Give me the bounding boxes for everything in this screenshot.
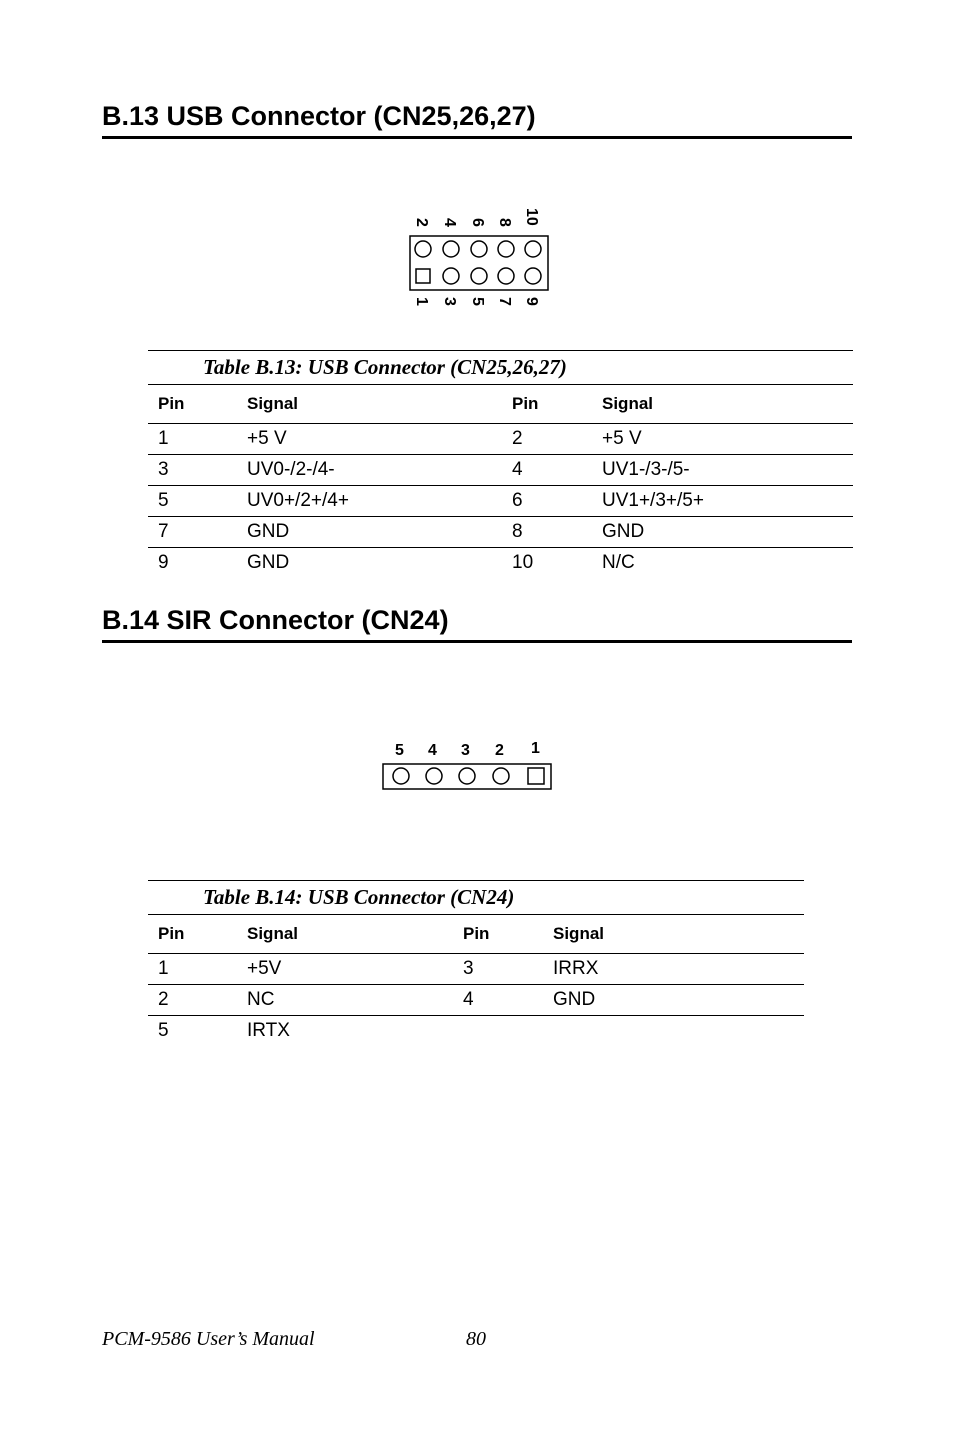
table-row xyxy=(148,486,853,517)
cell-signal: IRTX xyxy=(247,1020,290,1041)
table-row xyxy=(148,424,853,455)
header-pin: Pin xyxy=(463,915,553,954)
cell-pin: 3 xyxy=(148,455,247,486)
table-header-row xyxy=(148,385,853,424)
usb-pin-7-hole xyxy=(498,268,514,284)
usb-pin-10-hole xyxy=(525,241,541,257)
table-row xyxy=(148,954,804,985)
usb-top-pin-label: 10 xyxy=(523,208,540,226)
section-title-sir: B.14 SIR Connector (CN24) xyxy=(102,604,852,643)
cell-pin xyxy=(463,1016,553,1047)
cell-signal: GND xyxy=(247,517,512,548)
usb-bottom-pin-label: 9 xyxy=(523,297,540,306)
usb-bottom-pin-label: 7 xyxy=(496,297,513,306)
sir-pin-table xyxy=(148,880,804,1046)
sir-pin-label: 4 xyxy=(428,742,437,759)
sir-pin-4-hole xyxy=(426,768,442,784)
sir-pin-1-square xyxy=(528,768,544,784)
cell-pin: 1 xyxy=(148,424,247,455)
header-signal: Signal xyxy=(602,385,853,424)
usb-table-caption: Table B.13: USB Connector (CN25,26,27) xyxy=(148,350,853,385)
sir-pin-label: 5 xyxy=(395,742,404,759)
usb-pin-1-square xyxy=(416,269,430,283)
cell-pin: 6 xyxy=(512,486,602,517)
table-row xyxy=(148,455,853,486)
table-header-row xyxy=(148,915,804,954)
footer-manual-title: PCM-9586 User’s Manual xyxy=(102,1328,315,1350)
sir-pin-5-hole xyxy=(393,768,409,784)
usb-pin-2-hole xyxy=(415,241,431,257)
cell-pin: 4 xyxy=(512,455,602,486)
cell-signal: +5V xyxy=(247,954,463,985)
usb-bottom-pin-label: 5 xyxy=(469,297,486,306)
cell-pin: 3 xyxy=(463,954,553,985)
header-pin: Pin xyxy=(512,385,602,424)
header-pin: Pin xyxy=(148,915,247,954)
header-signal: Signal xyxy=(553,915,804,954)
sir-pin-3-hole xyxy=(459,768,475,784)
cell-pin: 5 xyxy=(158,1020,169,1041)
cell-pin: 9 xyxy=(158,552,169,573)
cell-signal: UV0+/2+/4+ xyxy=(247,486,512,517)
cell-pin: 1 xyxy=(148,954,247,985)
usb-pin-6-hole xyxy=(471,241,487,257)
cell-signal: UV1-/3-/5- xyxy=(602,455,853,486)
cell-signal: NC xyxy=(247,985,463,1016)
cell-signal: +5 V xyxy=(602,424,853,455)
section-title-usb: B.13 USB Connector (CN25,26,27) xyxy=(102,100,852,139)
usb-pin-4-hole xyxy=(443,241,459,257)
usb-bottom-pin-label: 3 xyxy=(441,297,458,306)
header-pin: Pin xyxy=(148,385,247,424)
usb-pin-9-hole xyxy=(525,268,541,284)
footer-page-number: 80 xyxy=(466,1328,486,1350)
table-row xyxy=(148,985,804,1016)
cell-signal: UV1+/3+/5+ xyxy=(602,486,853,517)
sir-pin-label: 3 xyxy=(461,742,470,759)
cell-signal xyxy=(553,1016,804,1047)
sir-connector-diagram xyxy=(380,735,560,795)
cell-signal: UV0-/2-/4- xyxy=(247,455,512,486)
cell-pin: 5 xyxy=(148,486,247,517)
usb-pin-table xyxy=(148,350,853,578)
cell-pin: 4 xyxy=(463,985,553,1016)
cell-pin: 2 xyxy=(148,985,247,1016)
table-row xyxy=(148,517,853,548)
usb-pin-8-hole xyxy=(498,241,514,257)
usb-top-pin-label: 4 xyxy=(441,218,458,227)
cell-pin: 2 xyxy=(512,424,602,455)
cell-signal: GND xyxy=(247,552,290,573)
cell-signal: IRRX xyxy=(553,954,804,985)
usb-connector-diagram xyxy=(400,200,560,315)
usb-pin-5-hole xyxy=(471,268,487,284)
cell-signal: N/C xyxy=(602,552,635,573)
usb-top-pin-label: 2 xyxy=(413,218,430,227)
cell-pin: 7 xyxy=(148,517,247,548)
usb-bottom-pin-label: 1 xyxy=(413,297,430,306)
cell-signal: GND xyxy=(602,517,853,548)
cell-signal: +5 V xyxy=(247,424,512,455)
sir-pin-2-hole xyxy=(493,768,509,784)
cell-signal: GND xyxy=(553,985,804,1016)
usb-pin-3-hole xyxy=(443,268,459,284)
usb-top-pin-label: 8 xyxy=(496,218,513,227)
cell-pin: 8 xyxy=(512,517,602,548)
sir-pin-label: 1 xyxy=(531,740,540,757)
usb-top-pin-label: 6 xyxy=(469,218,486,227)
table-row xyxy=(148,1016,804,1047)
table-row xyxy=(148,548,853,579)
header-signal: Signal xyxy=(247,915,463,954)
sir-table-caption: Table B.14: USB Connector (CN24) xyxy=(148,880,804,915)
sir-pin-label: 2 xyxy=(495,742,504,759)
cell-pin: 10 xyxy=(512,552,534,573)
header-signal: Signal xyxy=(247,385,512,424)
